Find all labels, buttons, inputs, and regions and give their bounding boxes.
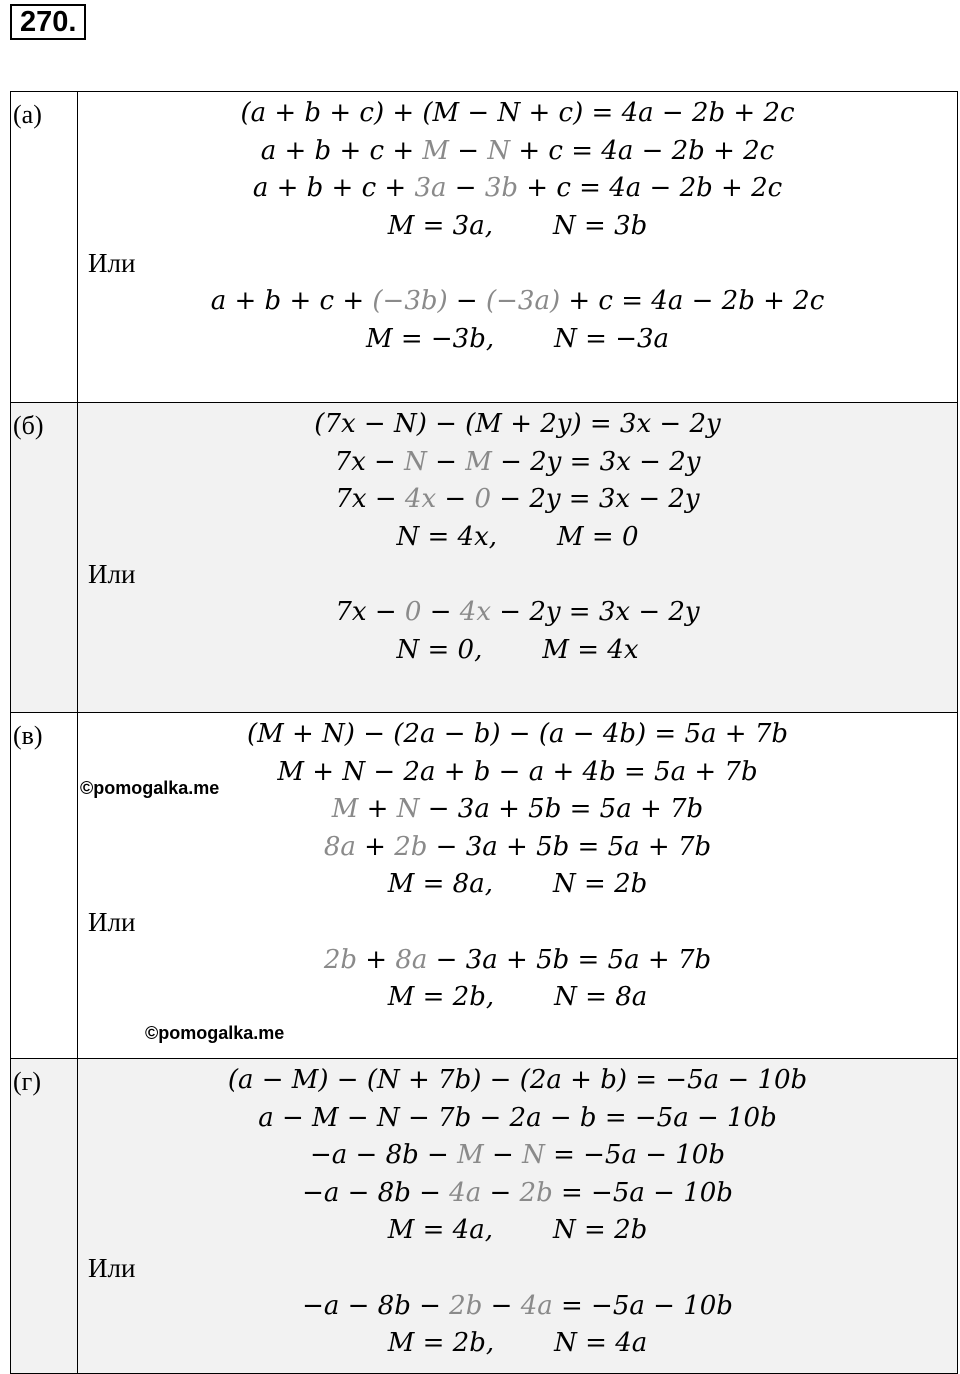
equation-text: M = −3b, (365, 323, 495, 354)
equation-text: − (446, 173, 485, 204)
equation-line (78, 283, 957, 321)
equation-line (78, 942, 957, 980)
problem-number: 270. (10, 4, 86, 40)
equation-text: N = 4x, (396, 521, 498, 552)
equation-text: − (449, 135, 488, 166)
equation-text: − 2y = 3x − 2y (491, 446, 701, 477)
substituted-term: 4x (459, 596, 491, 627)
equation-line (78, 208, 957, 246)
or-label: Или (88, 248, 136, 279)
substituted-term: M (422, 135, 450, 166)
part-v-row (11, 713, 958, 1059)
equation-text: − (436, 484, 475, 515)
equation-line (78, 829, 957, 867)
substituted-term: 0 (404, 596, 422, 627)
equation-text: − 2y = 3x − 2y (491, 596, 700, 627)
equation-text: (a + b + c) + (M − N + c) = 4a − 2b + 2c (240, 98, 795, 128)
equation-text: + c = 4a − 2b + 2c (518, 173, 783, 204)
substituted-term: 8a (395, 944, 428, 975)
equation-text: − 3a + 5b = 5a + 7b (427, 831, 712, 862)
equation-text: M = 8a, (387, 869, 493, 900)
equation-line (78, 979, 957, 1017)
equation-line (78, 519, 957, 557)
substituted-term: 2b (394, 831, 428, 862)
substituted-term: 2b (323, 944, 358, 975)
equation-line (78, 481, 957, 519)
substituted-term: 3b (484, 173, 519, 204)
equation-text: − (421, 596, 460, 627)
substituted-term: M (331, 794, 359, 825)
equation-text: N = 2b (553, 869, 648, 900)
equation-text: N = −3a (554, 323, 670, 354)
part-g-body (78, 1059, 958, 1374)
or-label: Или (88, 906, 136, 937)
substituted-term: N (404, 446, 427, 477)
equation-text: (M + N) − (2a − b) − (a − 4b) = 5a + 7b (246, 719, 789, 749)
equation-text: −a − 8b − (302, 1177, 450, 1208)
substituted-term: M (465, 446, 492, 477)
equation-line (78, 716, 957, 754)
equation-line (78, 1062, 957, 1100)
part-b-body (78, 403, 958, 713)
substituted-term: 2b (449, 1290, 483, 1321)
equation-text: M = 0 (557, 521, 639, 552)
equation-text: = −5a − 10b (552, 1177, 733, 1208)
equation-line (78, 1325, 957, 1363)
equation-text: − (447, 285, 486, 316)
equation-text: M = 4x (542, 634, 639, 665)
equation-text: M = 3a, (387, 210, 493, 241)
substituted-term: 3a (414, 173, 447, 204)
substituted-term: N (396, 794, 420, 825)
substituted-term: N (487, 135, 511, 166)
equation-text: N = 3b (553, 210, 648, 241)
substituted-term: 8a (323, 831, 356, 862)
equation-line (78, 1175, 957, 1213)
equation-line (78, 1288, 957, 1326)
equation-text: N = 4a (554, 1328, 648, 1359)
part-a-body (78, 92, 958, 403)
equation-text: − (483, 1140, 523, 1171)
part-g-row (11, 1059, 958, 1374)
equation-text: (a − M) − (N + 7b) − (2a + b) = −5a − 10b (227, 1065, 808, 1095)
substituted-term: M (457, 1140, 484, 1171)
equation-line (78, 1212, 957, 1250)
equation-line (78, 444, 957, 482)
equation-text: −a − 8b − (310, 1140, 458, 1171)
or-label: Или (88, 559, 136, 590)
equation-text: M = 4a, (387, 1215, 493, 1246)
solution-table (10, 91, 958, 1374)
part-a-row (11, 92, 958, 403)
part-label: (в) (11, 713, 78, 1059)
equation-line (78, 632, 957, 670)
equation-text: + (357, 944, 396, 975)
equation-text: N = 0, (396, 634, 483, 665)
part-label: (а) (11, 92, 78, 403)
equation-line (78, 866, 957, 904)
equation-text: − (482, 1290, 521, 1321)
equation-text: + (358, 794, 397, 825)
equation-text: 7x − (334, 446, 405, 477)
part-label: (г) (11, 1059, 78, 1374)
equation-text: = −5a − 10b (544, 1140, 725, 1171)
equation-text: M + N − 2a + b − a + 4b = 5a + 7b (277, 756, 758, 787)
part-b-row (11, 403, 958, 713)
equation-text: + (355, 831, 395, 862)
substituted-term: (−3b) (372, 285, 448, 316)
part-label: (б) (11, 403, 78, 713)
part-v-body (78, 713, 958, 1059)
equation-text: − 3a + 5b = 5a + 7b (427, 944, 712, 975)
watermark: ©pomogalka.me (145, 1023, 285, 1043)
equation-text: = −5a − 10b (552, 1290, 733, 1321)
equation-text: + c = 4a − 2b + 2c (510, 135, 775, 166)
equation-text: − 2y = 3x − 2y (491, 484, 700, 515)
watermark: ©pomogalka.me (80, 778, 220, 798)
equation-text: (7x − N) − (M + 2y) = 3x − 2y (314, 409, 721, 439)
equation-line (78, 1137, 957, 1175)
equation-text: M = 2b, (387, 1328, 495, 1359)
equation-text: 7x − (335, 484, 405, 515)
equation-text: + c = 4a − 2b + 2c (560, 285, 825, 316)
equation-text: 7x − (335, 596, 405, 627)
equation-text: − 3a + 5b = 5a + 7b (419, 794, 704, 825)
substituted-term: 0 (474, 484, 491, 515)
equation-text: a − M − N − 7b − 2a − b = −5a − 10b (258, 1102, 777, 1133)
substituted-term: 4x (404, 484, 437, 515)
equation-text: M = 2b, (387, 982, 495, 1013)
substituted-term: (−3a) (485, 285, 561, 316)
equation-line (78, 594, 957, 632)
or-label: Или (88, 1252, 136, 1283)
equation-text: a + b + c + (260, 135, 423, 166)
equation-line (78, 1100, 957, 1138)
equation-text: a + b + c + (252, 173, 415, 204)
substituted-term: N (522, 1140, 545, 1171)
equation-text: − (481, 1177, 520, 1208)
equation-line (78, 406, 957, 444)
equation-text: a + b + c + (210, 285, 373, 316)
equation-text: N = 8a (554, 982, 648, 1013)
equation-line (78, 133, 957, 171)
equation-line (78, 95, 957, 133)
substituted-term: 4a (449, 1177, 482, 1208)
equation-text: − (426, 446, 466, 477)
equation-line (78, 170, 957, 208)
equation-line (78, 321, 957, 359)
substituted-term: 4a (520, 1290, 553, 1321)
equation-text: −a − 8b − (302, 1290, 450, 1321)
equation-text: N = 2b (553, 1215, 648, 1246)
substituted-term: 2b (519, 1177, 553, 1208)
